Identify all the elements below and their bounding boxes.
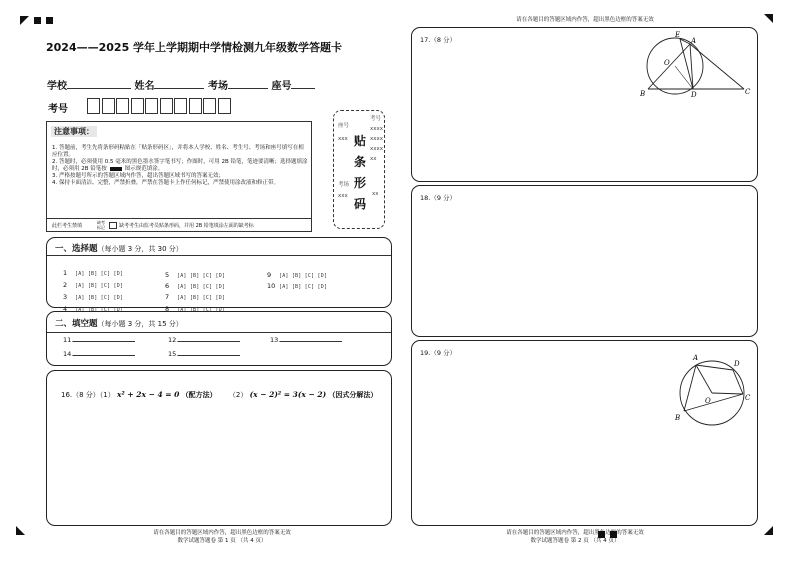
school-field[interactable] <box>67 88 131 89</box>
q17-point-o: O <box>664 59 670 67</box>
exam-number-box[interactable] <box>160 98 173 114</box>
exam-number-box[interactable] <box>87 98 100 114</box>
notice-item-4: 4. 保持卡面清洁、完整，严禁折叠，严禁在答题卡上作任何标记，严禁使用涂改液和修正带。 <box>52 180 279 186</box>
choice-number: 9 <box>267 271 272 279</box>
exam-number-box[interactable] <box>174 98 187 114</box>
name-field[interactable] <box>154 88 204 89</box>
q16-equation-2: (x − 2)² = 3(x − 2) <box>249 390 327 399</box>
q19-point-o: O <box>705 397 711 405</box>
exam-number-label: 考号 <box>48 104 68 115</box>
q16-equation-1: x² + 2x − 4 = 0 <box>117 390 180 399</box>
footer-left-page: 数学试题答题卷 第 1 页 （共 4 页） <box>177 538 267 544</box>
footer-left-notice: 请在各题目的答题区域内作答，超出黑色边框的答案无效 <box>153 530 291 536</box>
absent-text: 缺考考生由监考员贴条形码，并用 2B 铅笔填涂左面的缺考标 <box>119 223 254 229</box>
q19-line-bc <box>684 394 743 411</box>
choice-number: 2 <box>63 281 68 289</box>
barcode-seat-value: xxx <box>338 136 348 142</box>
q19-point-b: B <box>675 414 681 422</box>
absent-row <box>46 219 312 232</box>
corner-square-1 <box>34 17 41 24</box>
q18-label: 18.（9 分） <box>420 194 457 202</box>
q19-point-d: D <box>734 360 740 368</box>
footer-right-page: 数学试题答题卷 第 2 页 （共 4 页） <box>530 538 620 544</box>
notice-box <box>46 121 312 219</box>
choice-section <box>46 237 392 313</box>
room-field[interactable] <box>228 88 268 89</box>
barcode-area <box>333 110 385 229</box>
page-title: 2024——2025 学年上学期期中学情检测九年级数学答题卡 <box>46 41 343 54</box>
q19-label: 19.（9 分） <box>420 349 457 357</box>
q19-line-ad <box>696 365 733 370</box>
choice-note: （每小题 3 分，共 30 分） <box>97 245 183 253</box>
choice-options[interactable]: [A] [B] [C] [D] <box>75 283 124 289</box>
exam-number-box[interactable] <box>102 98 115 114</box>
blank-12[interactable]: 12. <box>168 336 240 344</box>
choice-item-10 <box>267 273 327 292</box>
barcode-room-value: xxx <box>338 193 348 199</box>
barcode-char-4: 码 <box>354 197 367 211</box>
fill-example-icon <box>110 167 122 171</box>
seat-field[interactable] <box>291 88 315 89</box>
q17-point-d: D <box>691 91 697 99</box>
q19-line-ab <box>684 365 696 411</box>
choice-options[interactable]: [A] [B] [C] [D] <box>279 273 328 279</box>
choice-number: 1 <box>63 269 68 277</box>
choice-options[interactable]: [A] [B] [C] [D] <box>177 284 226 290</box>
q17-answer-box[interactable] <box>411 27 758 182</box>
corner-mark-top-right <box>764 14 773 23</box>
barcode-char-2: 条 <box>354 155 367 169</box>
info-row <box>47 77 382 92</box>
corner-mark-bottom-left <box>16 526 25 535</box>
q19-line-oc <box>712 393 743 394</box>
barcode-room-label: 考场 <box>338 182 350 188</box>
q16-method-1: （配方法） <box>181 391 217 399</box>
exam-number-box[interactable] <box>218 98 231 114</box>
seat-label: 座号 <box>271 81 292 92</box>
q19-point-c: C <box>745 394 751 402</box>
choice-options[interactable]: [A] [B] [C] [D] <box>75 295 124 301</box>
barcode-examno-label: 考号 <box>370 116 382 122</box>
room-label: 考场 <box>207 81 228 92</box>
q19-answer-box[interactable] <box>411 340 758 526</box>
choice-number: 7 <box>165 293 170 301</box>
choice-number: 4 <box>63 305 68 313</box>
choice-number: 10 <box>267 282 276 290</box>
q19-line-ao <box>696 365 712 393</box>
barcode-char-3: 形 <box>354 176 367 190</box>
fill-header-rule <box>47 332 391 333</box>
q17-figure <box>631 30 761 105</box>
choice-options[interactable]: [A] [B] [C] [D] <box>177 307 226 313</box>
choice-number: 5 <box>165 271 170 279</box>
exam-number-box[interactable] <box>189 98 202 114</box>
q16-part-2: （2） <box>228 391 248 399</box>
corner-mark-top-left <box>20 16 29 25</box>
fill-title: 二、填空题 <box>55 319 98 329</box>
blank-14[interactable]: 14. <box>63 350 135 358</box>
notice-title: 注意事项： <box>51 126 97 137</box>
absent-label: 此栏考生禁填 <box>52 223 83 229</box>
barcode-examno-value-4: xx <box>370 156 377 162</box>
barcode-examno-value-2: xxxx <box>370 136 384 142</box>
choice-options[interactable]: [A] [B] [C] [D] <box>279 284 328 290</box>
notice-item-3: 3. 严格按题号所示的答题区域内作答，超出答题区域书写的答案无效； <box>52 173 224 179</box>
name-label: 姓名 <box>134 81 155 92</box>
q16-label: 16.（8 分）（1） <box>61 391 115 399</box>
choice-title: 一、选择题 <box>55 244 98 254</box>
school-label: 学校 <box>47 81 67 92</box>
barcode-examno-value-1: xxxx <box>370 126 384 132</box>
exam-number-box[interactable] <box>116 98 129 114</box>
blank-11[interactable]: 11. <box>63 336 135 344</box>
footer-right <box>445 529 705 545</box>
choice-number: 6 <box>165 282 170 290</box>
q17-label: 17.（8 分） <box>420 36 457 44</box>
exam-number-box[interactable] <box>203 98 216 114</box>
blank-13[interactable]: 13. <box>270 336 342 344</box>
footer-right-notice: 请在各题目的答题区域内作答，超出黑色边框的答案无效 <box>506 530 644 536</box>
q17-point-a: A <box>691 37 697 45</box>
q17-point-c: C <box>745 88 751 96</box>
q18-answer-box[interactable] <box>411 185 758 337</box>
notice-item-2: 2. 答题时，必须使用 0.5 毫米的黑色墨水签字笔书写；作图时，可用 2B 铅笔，笔迹要清晰；选择题填涂时，必须用 2B 铅笔按 图示规范填涂。 <box>52 159 308 172</box>
choice-options[interactable]: [A] [B] [C] [D] <box>75 307 124 313</box>
choice-header-rule <box>47 255 391 256</box>
q17-point-e: E <box>675 31 681 39</box>
notice-item-1: 1. 答题前，考生先将条形码粘贴在「贴条形码区」，并将本人学校、姓名、考生号、考场和座号填写在相应位置。 <box>52 145 304 158</box>
corner-mark-bottom-right <box>764 526 773 535</box>
q16-prompt <box>61 390 377 400</box>
q17-point-b: B <box>640 90 646 98</box>
footer-left <box>92 529 352 545</box>
exam-number-box[interactable] <box>131 98 144 114</box>
absent-checkbox[interactable] <box>109 222 117 229</box>
blank-15[interactable]: 15. <box>168 350 240 358</box>
barcode-examno-value-3: xxxx <box>370 146 384 152</box>
barcode-extra-value: xx <box>372 191 379 197</box>
choice-options[interactable]: [A] [B] [C] [D] <box>177 295 226 301</box>
q16-answer-box[interactable] <box>46 370 392 526</box>
exam-number-box[interactable] <box>145 98 158 114</box>
choice-options[interactable]: [A] [B] [C] [D] <box>75 271 124 277</box>
choice-number: 3 <box>63 293 68 301</box>
choice-header <box>55 242 183 254</box>
q19-figure <box>669 346 759 426</box>
q19-point-a: A <box>693 354 699 362</box>
fill-section <box>46 311 392 366</box>
barcode-seat-label: 座号 <box>338 123 350 129</box>
absent-mark-label: 缺考标记 <box>97 220 105 230</box>
top-notice: 请在各题目的答题区域内作答，超出黑色边框的答案无效 <box>516 17 654 23</box>
choice-options[interactable]: [A] [B] [C] [D] <box>177 273 226 279</box>
corner-square-2 <box>46 17 53 24</box>
choice-number: 8 <box>165 305 170 313</box>
barcode-char-1: 贴 <box>354 134 367 148</box>
q16-method-2: （因式分解法） <box>328 391 378 399</box>
fill-header <box>55 317 183 329</box>
fill-note: （每小题 3 分，共 15 分） <box>97 320 183 328</box>
